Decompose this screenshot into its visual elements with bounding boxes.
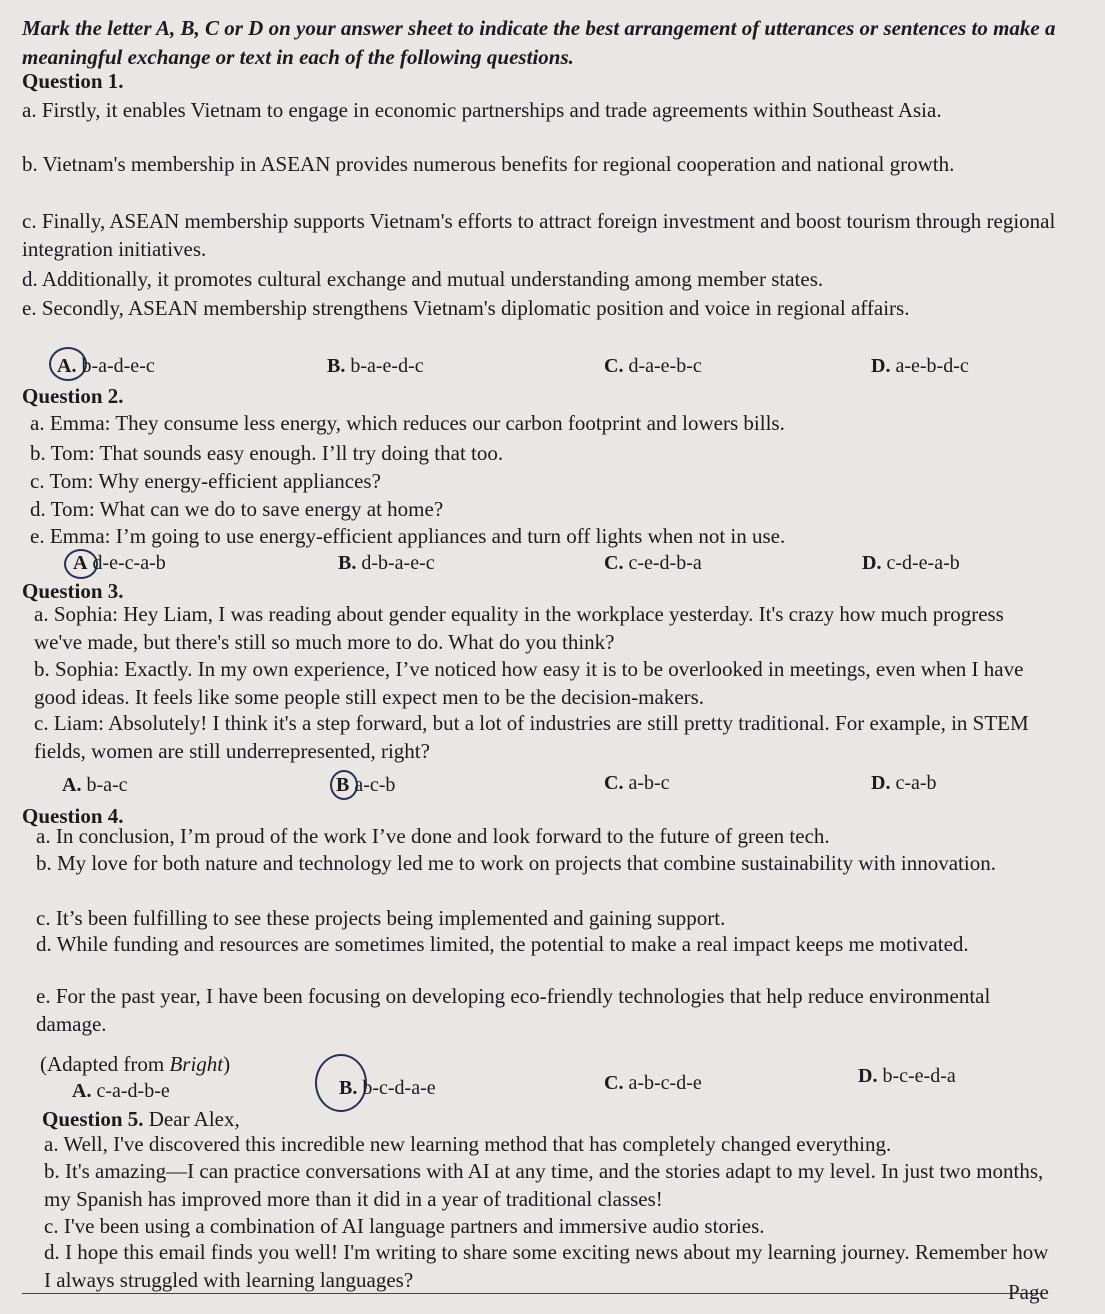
q2-sentence-c: c. Tom: Why energy-efficient appliances?: [30, 469, 381, 493]
q4-option-d[interactable]: D. b-c-e-d-a: [858, 1065, 956, 1087]
q2-option-a[interactable]: A d-e-c-a-b: [73, 552, 166, 574]
q2-option-b[interactable]: B. d-b-a-e-c: [338, 552, 435, 574]
q2-sentence-e: e. Emma: I’m going to use energy-efficient appliances and turn off lights when not in use.: [30, 524, 786, 548]
instruction-text: Mark the letter A, B, C or D on your answer sheet to indicate the best arrangement of utterances or sentences to make a meaningful exchange or text in each of the following questions.: [22, 16, 1056, 69]
question-2-heading: Question 2.: [22, 384, 124, 408]
q4-sentence-d: d. While funding and resources are sometimes limited, the potential to make a real impact keeps me motivated.: [36, 932, 969, 956]
q2-sentence-d: d. Tom: What can we do to save energy at home?: [30, 497, 444, 521]
question-4-heading: Question 4.: [22, 804, 124, 828]
q2-option-c[interactable]: C. c-e-d-b-a: [604, 552, 702, 574]
q1-option-c[interactable]: C. d-a-e-b-c: [604, 355, 702, 377]
q3-option-c[interactable]: C. a-b-c: [604, 772, 670, 794]
q4-sentence-b: b. My love for both nature and technology led me to work on projects that combine sustainability with innovation.: [36, 851, 996, 875]
q1-option-a[interactable]: A. b-a-d-e-c: [57, 355, 155, 377]
q2-sentence-b: b. Tom: That sounds easy enough. I’ll try doing that too.: [30, 441, 504, 465]
q5-sentence-a: a. Well, I've discovered this incredible new learning method that has completely changed everything.: [44, 1132, 892, 1156]
q3-option-b[interactable]: B a-c-b: [336, 774, 396, 796]
q5-sentence-b: b. It's amazing—I can practice conversations with AI at any time, and the stories adapt to my level. In just two months, my Spanish has improved more than it did in a year of traditional classes!: [44, 1159, 1044, 1211]
q3-sentence-a: a. Sophia: Hey Liam, I was reading about gender equality in the workplace yesterday. It's crazy how much progress we've made, but there's still so much more to do. What do you think?: [34, 602, 1004, 654]
q2-option-d[interactable]: D. c-d-e-a-b: [862, 552, 960, 574]
q4-sentence-a: a. In conclusion, I’m proud of the work I’ve done and look forward to the future of green tech.: [36, 824, 830, 848]
q5-sentence-d: d. I hope this email finds you well! I'm writing to share some exciting news about my learning journey. Remember how I always struggled with learning languages?: [44, 1240, 1049, 1292]
q3-sentence-b: b. Sophia: Exactly. In my own experience, I’ve noticed how easy it is to be overlooked in meetings, even when I have good ideas. It feels like some people still expect men to be the decision-makers.: [34, 657, 1024, 709]
footer-rule: [22, 1293, 1042, 1294]
question-3-heading: Question 3.: [22, 579, 124, 603]
q4-option-b[interactable]: B. b-c-d-a-e: [339, 1077, 436, 1099]
q1-sentence-d: d. Additionally, it promotes cultural exchange and mutual understanding among member states.: [22, 267, 824, 291]
page-label: Page: [1008, 1280, 1049, 1304]
q4-option-c[interactable]: C. a-b-c-d-e: [604, 1072, 702, 1094]
question-5-heading: Question 5. Dear Alex,: [42, 1107, 240, 1131]
q1-sentence-a: a. Firstly, it enables Vietnam to engage in economic partnerships and trade agreements within Southeast Asia.: [22, 98, 942, 122]
q3-option-a[interactable]: A. b-a-c: [62, 774, 128, 796]
q5-sentence-c: c. I've been using a combination of AI language partners and immersive audio stories.: [44, 1214, 765, 1238]
q4-sentence-e: e. For the past year, I have been focusing on developing eco-friendly technologies that help reduce environmental damage.: [36, 984, 991, 1036]
q1-option-b[interactable]: B. b-a-e-d-c: [327, 355, 424, 377]
q1-sentence-b: b. Vietnam's membership in ASEAN provides numerous benefits for regional cooperation and national growth.: [22, 152, 955, 176]
question-1-heading: Question 1.: [22, 69, 124, 93]
q3-option-d[interactable]: D. c-a-b: [871, 772, 937, 794]
q4-option-a[interactable]: A. c-a-d-b-e: [72, 1080, 170, 1102]
q1-option-d[interactable]: D. a-e-b-d-c: [871, 355, 969, 377]
q1-sentence-e: e. Secondly, ASEAN membership strengthens Vietnam's diplomatic position and voice in regional affairs.: [22, 296, 910, 320]
q2-sentence-a: a. Emma: They consume less energy, which reduces our carbon footprint and lowers bills.: [30, 411, 785, 435]
q4-sentence-c: c. It’s been fulfilling to see these projects being implemented and gaining support.: [36, 906, 726, 930]
q1-sentence-c: c. Finally, ASEAN membership supports Vietnam's efforts to attract foreign investment and boost tourism through regional integration initiatives.: [22, 209, 1056, 261]
q3-sentence-c: c. Liam: Absolutely! I think it's a step forward, but a lot of industries are still pretty traditional. For example, in STEM fields, women are still underrepresented, right?: [34, 711, 1029, 763]
q4-source: (Adapted from Bright): [40, 1052, 231, 1076]
